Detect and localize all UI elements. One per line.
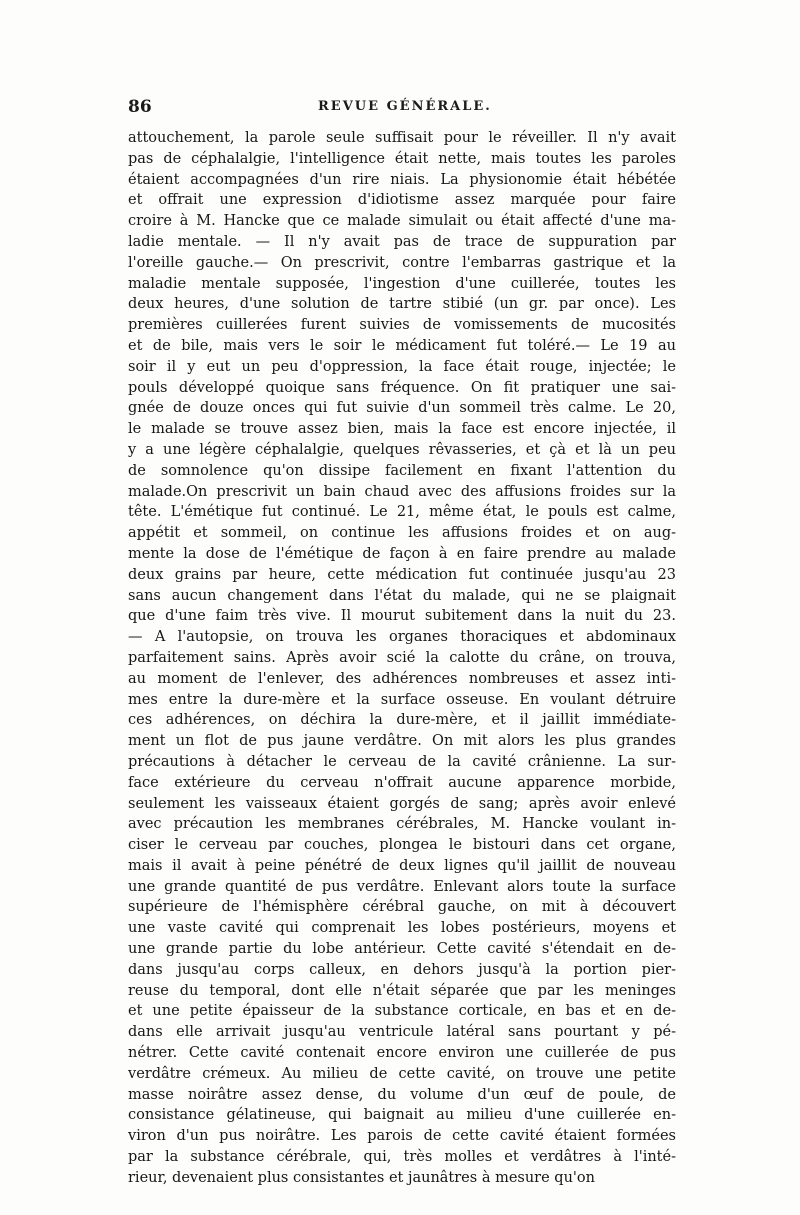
text-line: ment un flot de pus jaune verdâtre. On mit alors les plus grandes — [128, 733, 676, 750]
text-line: verdâtre crémeux. Au milieu de cette cavité, on trouve une petite — [128, 1065, 676, 1082]
text-line: une grande partie du lobe antérieur. Cette cavité s'étendait en de- — [128, 941, 676, 958]
text-line: supérieure de l'hémisphère cérébral gauche, on mit à découvert — [128, 899, 676, 916]
text-line: ces adhérences, on déchira la dure-mère, et il jaillit immédiate- — [128, 712, 676, 729]
text-line: tête. L'émétique fut continué. Le 21, même état, le pouls est calme, — [128, 504, 676, 521]
text-line: appétit et sommeil, on continue les affusions froides et on aug- — [128, 525, 676, 542]
text-line: pas de céphalalgie, l'intelligence était nette, mais toutes les paroles — [128, 150, 676, 167]
text-line: maladie mentale supposée, l'ingestion d'une cuillerée, toutes les — [128, 275, 676, 292]
text-line: rieur, devenaient plus consistantes et jaunâtres à mesure qu'on — [128, 1169, 595, 1186]
text-line: précautions à détacher le cerveau de la cavité crânienne. La sur- — [128, 753, 676, 770]
text-line: et offrait une expression d'idiotisme assez marquée pour faire — [128, 192, 676, 209]
text-line: deux grains par heure, cette médication fut continuée jusqu'au 23 — [128, 566, 676, 583]
text-line: de somnolence qu'on dissipe facilement en fixant l'attention du — [128, 462, 676, 479]
text-line: reuse du temporal, dont elle n'était séparée que par les meninges — [128, 982, 676, 999]
text-line: y a une légère céphalalgie, quelques rêvasseries, et çà et là un peu — [128, 441, 676, 458]
text-line: mais il avait à peine pénétré de deux lignes qu'il jaillit de nouveau — [128, 857, 676, 874]
text-line: mente la dose de l'émétique de façon à en faire prendre au malade — [128, 545, 676, 562]
text-line: consistance gélatineuse, qui baignait au milieu d'une cuillerée en- — [128, 1107, 676, 1124]
page-number: 86 — [128, 97, 152, 117]
text-line: et une petite épaisseur de la substance corticale, en bas et en de- — [128, 1003, 676, 1020]
text-line: attouchement, la parole seule suffisait pour le réveiller. Il n'y avait — [128, 130, 676, 146]
text-line: au moment de l'enlever, des adhérences nombreuses et assez inti- — [128, 670, 676, 687]
text-line: viron d'un pus noirâtre. Les parois de cette cavité étaient formées — [128, 1128, 676, 1145]
text-line: mes entre la dure-mère et la surface osseuse. En voulant détruire — [128, 691, 676, 708]
text-line: le malade se trouve assez bien, mais la face est encore injectée, il — [128, 421, 676, 438]
text-line: dans jusqu'au corps calleux, en dehors jusqu'à la portion pier- — [128, 961, 676, 978]
text-line: parfaitement sains. Après avoir scié la calotte du crâne, on trouva, — [128, 649, 676, 666]
text-line: masse noirâtre assez dense, du volume d'un œuf de poule, de — [128, 1086, 676, 1103]
text-line: — A l'autopsie, on trouva les organes thoraciques et abdominaux — [128, 629, 676, 646]
text-line: ladie mentale. — Il n'y avait pas de trace de suppuration par — [128, 233, 676, 250]
page-header — [128, 97, 676, 123]
text-line: que d'une faim très vive. Il mourut subitement dans la nuit du 23. — [128, 608, 676, 625]
text-line: gnée de douze onces qui fut suivie d'un sommeil très calme. Le 20, — [128, 400, 676, 417]
body-text — [128, 128, 676, 1189]
text-line: nétrer. Cette cavité contenait encore environ une cuillerée de pus — [128, 1045, 676, 1062]
text-line: seulement les vaisseaux étaient gorgés de sang; après avoir enlevé — [128, 795, 676, 812]
text-line: une vaste cavité qui comprenait les lobes postérieurs, moyens et — [128, 920, 676, 937]
text-line: sans aucun changement dans l'état du malade, qui ne se plaignait — [128, 587, 676, 604]
text-line: et de bile, mais vers le soir le médicament fut toléré.— Le 19 au — [128, 337, 676, 354]
text-line: deux heures, d'une solution de tartre stibié (un gr. par once). Les — [128, 296, 676, 313]
text-line: une grande quantité de pus verdâtre. Enlevant alors toute la surface — [128, 878, 676, 895]
text-line: ciser le cerveau par couches, plongea le bistouri dans cet organe, — [128, 837, 676, 854]
text-line: premières cuillerées furent suivies de vomissements de mucosités — [128, 317, 676, 334]
running-head: REVUE GÉNÉRALE. — [318, 99, 492, 114]
text-line: malade.On prescrivit un bain chaud avec des affusions froides sur la — [128, 483, 676, 500]
text-line: étaient accompagnées d'un rire niais. La physionomie était hébétée — [128, 171, 676, 188]
text-line: avec précaution les membranes cérébrales, M. Hancke voulant in- — [128, 816, 676, 833]
text-line: face extérieure du cerveau n'offrait aucune apparence morbide, — [128, 774, 676, 791]
text-line: l'oreille gauche.— On prescrivit, contre l'embarras gastrique et la — [128, 254, 676, 271]
text-line: par la substance cérébrale, qui, très molles et verdâtres à l'inté- — [128, 1149, 676, 1166]
text-line: pouls développé quoique sans fréquence. On fit pratiquer une sai- — [128, 379, 676, 396]
text-line: soir il y eut un peu d'oppression, la face était rouge, injectée; le — [128, 358, 676, 375]
text-line: croire à M. Hancke que ce malade simulait ou était affecté d'une ma- — [128, 213, 676, 230]
text-line: dans elle arrivait jusqu'au ventricule latéral sans pourtant y pé- — [128, 1024, 676, 1041]
